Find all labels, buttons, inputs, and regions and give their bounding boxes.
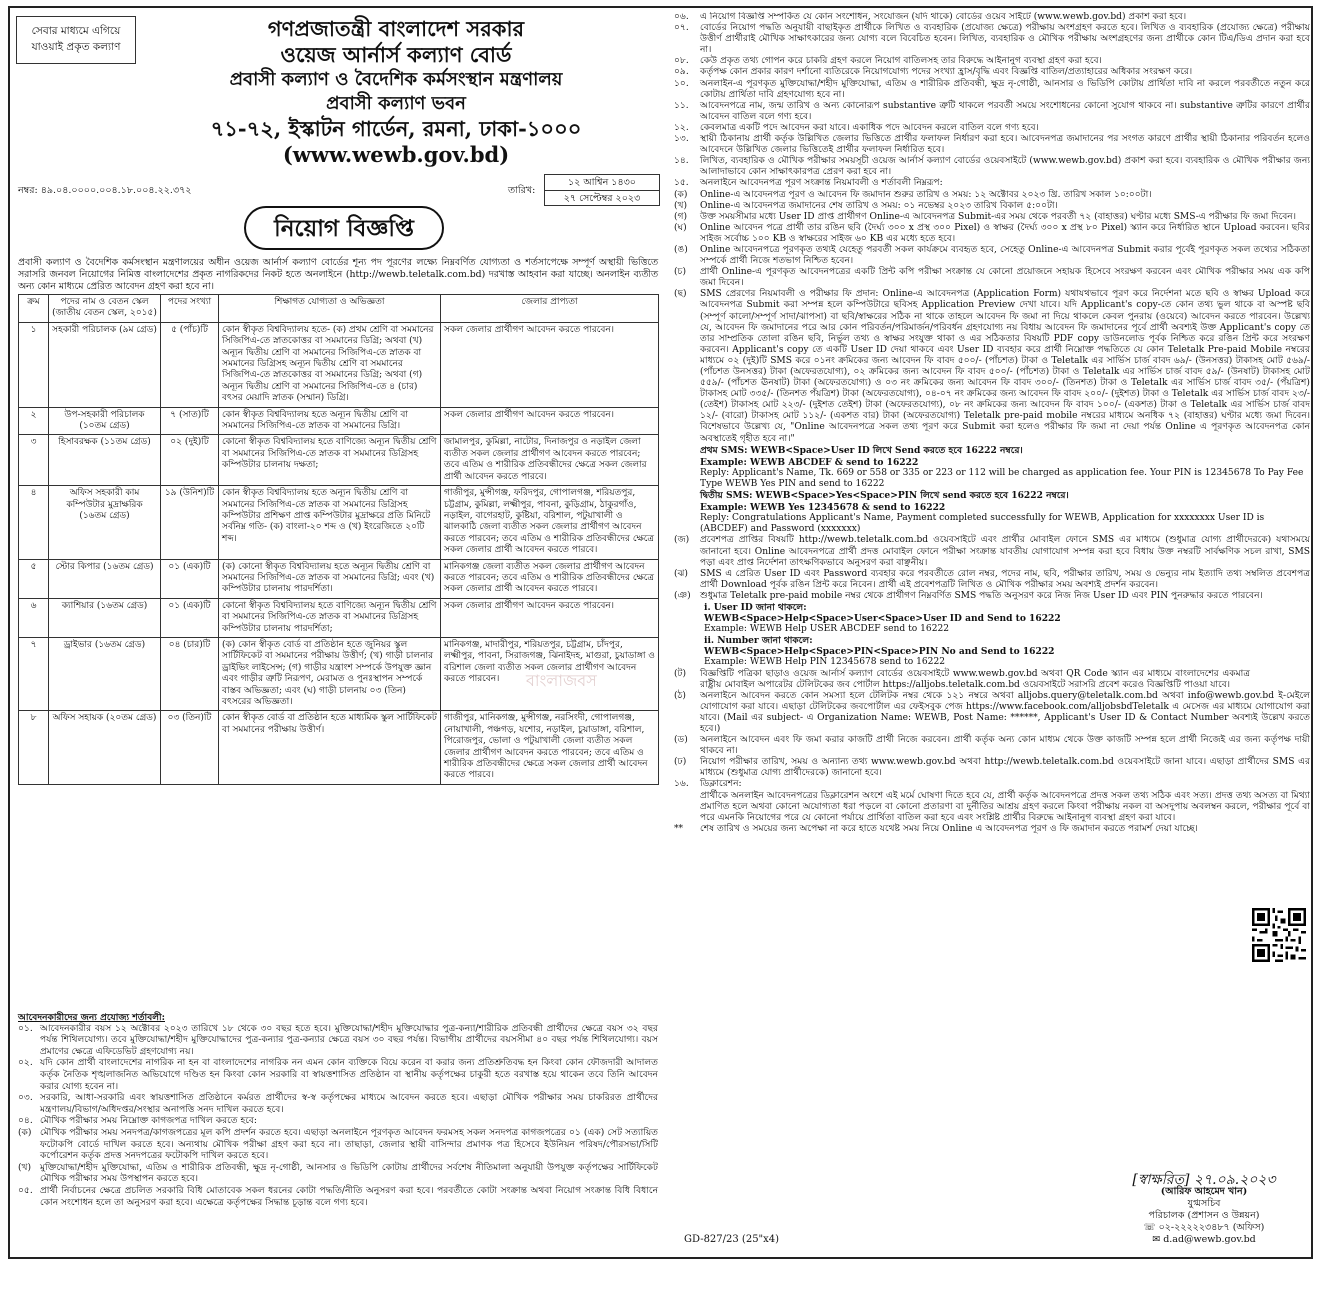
email-icon: ✉ [1152, 1234, 1164, 1245]
declaration-title: ডিক্লারেশন: [700, 779, 742, 790]
recover-userid-label: i. User ID জানা থাকলে: [704, 601, 807, 613]
date-bengali: ১২ আশ্বিন ১৪৩০ [568, 177, 636, 188]
tagline-line-2: যাওয়াই প্রকৃত কল্যাণ [31, 41, 121, 53]
recover-pin-label: ii. Number জানা থাকলে: [704, 635, 813, 647]
condition-number: ১১. [674, 100, 689, 111]
condition-item [18, 1163, 658, 1186]
date-label: তারিখ: [508, 185, 536, 196]
notice-page [8, 6, 1313, 1259]
condition-number: ০৬. [674, 12, 689, 22]
cell-post: উপ-সহকারী পরিচালক (১০তম গ্রেড) [49, 407, 161, 435]
cell-district: সকল জেলার প্রার্থীগণ আবেদন করতে পারবেন। [441, 598, 659, 637]
cell-district: জামালপুর, কুমিল্লা, নাটোর, দিনাজপুর ও নড়াইল জেলা ব্যতীত সকল জেলার প্রার্থীগণ আবেদন করতে পারবেন; তবে এতিম ও শারীরিক প্রতিবন্ধীদের ক্ষেত্রে সকল জেলার প্রার্থী আবেদন করতে পারবে। [441, 435, 659, 486]
sub-item-label: (ঘ) [674, 222, 687, 233]
sub-item [674, 691, 1310, 735]
declaration-item [674, 779, 1310, 823]
gov-name: গণপ্রজাতন্ত্রী বাংলাদেশ সরকার [267, 16, 525, 41]
bhaban-name: প্রবাসী কল্যাণ ভবন [326, 93, 466, 114]
date-gregorian: ২৭ সেপ্টেম্বর ২০২৩ [545, 190, 659, 206]
condition-text: আবেদনকারীর বয়স ১২ অক্টোবর ২০২৩ তারিখে ১৮ থেকে ৩০ বছর হতে হবে। মুক্তিযোদ্ধা/শহীদ মুক্তিযোদ্ধার পুত্র-কন্যা/শারীরিক প্রতিবন্ধী প্রার্থীদের ক্ষেত্রে বয়স ৩২ বছর পর্যন্ত শিথিলযোগ্য। তবে মুক্তিযোদ্ধা/শহীদ মুক্তিযোদ্ধাদের পুত্র-কন্যার পুত্র-কন্যার ক্ষেত্রে বয়স ৩০ বছর পর্যন্ত। বিভাগীয় প্রার্থীদের বয়সসীমা ৪০ বছর পর্যন্ত শিথিলযোগ্য। বয়স প্রমাণের ক্ষেত্রে এফিডেভিট গ্রহণযোগ্য নয়। [40, 1023, 658, 1057]
first-sms-command: WEWB<Space>User ID লিখে Send করতে হবে 16222 নম্বরে। [750, 444, 1023, 456]
condition-item [18, 1024, 658, 1059]
cell-post: সহকারী পরিচালক (৯ম গ্রেড) [49, 322, 161, 407]
second-sms-command: WEWB<Space>Yes<Space>PIN লিখে send করতে হবে 16222 নম্বরে। [755, 490, 1069, 502]
cell-serial: ১ [19, 322, 49, 407]
condition-text: বোর্ডের নিয়োগ পদ্ধতি অনুযায়ী বাছাইকৃত প্রার্থীকে লিখিত ও ব্যবহারিক (প্রযোজ্য ক্ষেত্রে) পরীক্ষায় অংশগ্রহণ করতে হবে। লিখিত ও ব্যবহারিক (প্রযোজ্য ক্ষেত্রে) পরীক্ষায় উত্তীর্ণ প্রার্থীরাই মৌখিক সাক্ষাৎকারের জন্য যোগ্য বলে বিবেচিত হবেন। লিখিত, ব্যবহারিক ও মৌখিক পরীক্ষায় অংশগ্রহণের জন্য প্রার্থীকে কোন টিএ/ডিএ প্রদান করা হবে না। [700, 23, 1310, 56]
note-item [674, 824, 1310, 835]
condition-text: প্রার্থী নির্বাচনের ক্ষেত্রে প্রচলিত সরকারি বিধি মোতাবেক সকল ধরনের কোটা পদ্ধতি/নীতি অনুসরণ করা হবে। পরবর্তীতে কোটা সংক্রান্ত অথবা নিয়োগ সংক্রান্ত বিধি বিধানে কোন সংশোধন হলে তা অনুসরণ করা হবে। এক্ষেত্রে কর্তৃপক্ষের সিদ্ধান্ত চূড়ান্ত বলে গণ্য হবে। [40, 1185, 658, 1208]
condition-item [18, 1093, 658, 1116]
cell-post: অফিস সহকারী কাম কম্পিউটার মুদ্রাক্ষরিক (১৬তম গ্রেড) [49, 486, 161, 559]
condition-number: ০২. [18, 1058, 33, 1069]
sms-instructions [674, 445, 1310, 536]
sub-item-label: (ঢ) [674, 757, 687, 768]
sub-item-label: (ট) [674, 668, 687, 679]
cell-qualification: কোনো স্বীকৃত বিশ্ববিদ্যালয় হতে বাণিজ্যে অন্যূন দ্বিতীয় শ্রেণি বা সমমানের সিজিপিএ-তে স্নাতক বা সমমানের ডিগ্রিসহ কম্পিউটার চালনায় দক্ষতা; [219, 435, 441, 486]
table-row [19, 711, 659, 784]
table-row [19, 322, 659, 407]
condition-number: ০৩. [18, 1093, 33, 1104]
sub-item [674, 289, 1310, 444]
second-sms-label: দ্বিতীয় SMS: [700, 490, 753, 502]
condition-item [18, 1128, 658, 1163]
cell-serial: ২ [19, 407, 49, 435]
sub-item [674, 245, 1310, 267]
condition-item [674, 23, 1310, 56]
recover-userid-command: WEWB<Space>Help<Space>User<Space>User ID and Send to 16222 [704, 613, 1061, 625]
signatory-name: (আরিফ আহমেদ খান) [1160, 1186, 1248, 1197]
cell-district: সকল জেলার প্রার্থীগণ আবেদন করতে পারবেন। [441, 407, 659, 435]
office-address: ৭১-৭২, ইস্কাটন গার্ডেন, রমনা, ঢাকা-১০০০ [210, 116, 582, 141]
cell-qualification: কোন স্বীকৃত বোর্ড বা প্রতিষ্ঠান হতে মাধ্যমিক স্কুল সার্টিফিকেট বা সমমানের পরীক্ষায় উত্তীর্ণ। [219, 711, 441, 784]
recover-pin-command: WEWB<Space>Help<Space>PIN<Space>PIN No and Send to 16222 [704, 646, 1055, 658]
table-row [19, 435, 659, 486]
tagline-box [16, 16, 136, 64]
cell-post: ক্যাশিয়ার (১৬তম গ্রেড) [49, 598, 161, 637]
condition-item [674, 56, 1310, 67]
cell-post: ড্রাইভার (১৬তম গ্রেড) [49, 637, 161, 710]
note-text: শেষ তারিখ ও সময়ের জন্য অপেক্ষা না করে হাতে যথেষ্ট সময় নিয়ে Online এ আবেদনপত্র পূরণ ও ফি জমাদান করতে পরামর্শ দেয়া যাচ্ছে। [700, 823, 1198, 834]
condition-text: কেবলমাত্র একটি পদে আবেদন করা যাবে। একাধিক পদে আবেদন করলে বাতিল বলে গণ্য হবে। [700, 122, 1039, 133]
condition-text: লিখিত, ব্যবহারিক ও মৌখিক পরীক্ষার সময়সূচী ওয়েজ আর্নার্স কল্যাণ বোর্ডের ওয়েবসাইটে (www.wewb.gov.bd) প্রকাশ করা হবে। ব্যবহারিক ও মৌখিক পরীক্ষার জন্য আলাদাভাবে কোন সাক্ষাৎকারপত্র প্রেরণ করা হবে না। [700, 156, 1310, 178]
sub-item-label: (চ) [674, 267, 687, 278]
condition-item [674, 156, 1310, 178]
sub-item-label: (ঝ) [674, 568, 688, 579]
board-name: ওয়েজ আর্নার্স কল্যাণ বোর্ড [280, 42, 512, 67]
col-post: পদের নাম ও বেতন স্কেল (জাতীয় বেতন স্কেল, ২০১৫) [49, 295, 161, 323]
cell-post: হিসাবরক্ষক (১১তম গ্রেড) [49, 435, 161, 486]
sub-item-label: (ঞ) [674, 590, 691, 601]
sub-item [674, 757, 1310, 779]
left-column [16, 14, 666, 1252]
cell-district: গাজীপুর, মানিকগঞ্জ, মুন্সীগঞ্জ, নরসিংদী, গোপালগঞ্জ, নোয়াখালী, পঞ্চগড়, যশোর, নড়াইল, চুয়াডাঙ্গা, বরিশাল, পিরোজপুর, ভোলা ও পটুয়াখালী জেলা ব্যতীত সকল জেলার প্রার্থীগণ আবেদন করতে পারবেন; তবে এতিম ও শারীরিক প্রতিবন্ধীদের ক্ষেত্রে সকল জেলার প্রার্থী আবেদন করতে পারবে। [441, 711, 659, 784]
cell-post: অফিস সহায়ক (২০তম গ্রেড) [49, 711, 161, 784]
cell-serial: ৩ [19, 435, 49, 486]
cell-count: ০২ (দুই)টি [161, 435, 219, 486]
condition-number: ০১. [18, 1023, 33, 1034]
col-district: জেলার প্রাপ্যতা [441, 295, 659, 323]
table-header-row [19, 295, 659, 323]
cell-serial: ৬ [19, 598, 49, 637]
recover-pin-example: Example: WEWB Help PIN 12345678 send to 16222 [704, 657, 946, 668]
sub-item-label: (গ) [674, 211, 688, 222]
sub-item-label: (ঙ) [674, 244, 688, 255]
first-sms [700, 445, 1310, 457]
first-sms-example: Example: WEWB ABCDEF & send to 16222 [700, 456, 919, 468]
cell-serial: ৫ [19, 559, 49, 598]
condition-number: ১০. [674, 78, 689, 89]
condition-text: মৌখিক পরীক্ষার সময় নিম্নোক্ত কাগজপত্র দাখিল করতে হবে: [40, 1116, 257, 1127]
right-column [674, 12, 1310, 1254]
sub-item-text: অনলাইনে আবেদন করতে কোন সমস্যা হলে টেলিটক নম্বর থেকে ১২১ নম্বরে অথবা alljobs.query@teletalk.com.bd অথবা info@wewb.gov.bd ই-মেইলে যোগাযোগ করা যাবে। এছাড়া টেলিটকের জবপোর্টাল এর ফেইসবুক পেজ https://www.facebook.com/alljobsbdTeletalk এ মেসেজ এর মাধ্যমে যোগাযোগ করা যাবে। (Mail এর subject- এ Organization Name: WEWB, Post Name: ******, Applicant's User ID & Contact Number অবশ্যই উল্লেখ করতে হবে।) [700, 690, 1310, 734]
sub-item-text: Online-এ আবেদনপত্র পূরণ ও আবেদন ফি জমাদান শুরুর তারিখ ও সময়: ১২ অক্টোবর ২০২৩ খ্রি. তারিখ সকাল ১০:০০টা। [700, 189, 1152, 200]
memo-number: নম্বর: ৪৯.০৪.০০০০.০০৪.১৮.০০৪.২২.৩৭২ [18, 185, 192, 196]
condition-item [18, 1186, 658, 1209]
condition-number: ১৫. [674, 178, 689, 189]
condition-number: ১২. [674, 122, 689, 133]
qr-code-icon [1252, 908, 1306, 962]
sub-item-text: Online আবেদন পত্রে প্রার্থী তার রঙিন ছবি (দৈর্ঘ্য ৩০০ x প্রস্থ ৩০০ Pixel) ও স্বাক্ষর (দৈর্ঘ্য ৩০০ x প্রস্থ ৮০ Pixel) স্ক্যান করে নির্ধারিত স্থানে Upload করবেন। ছবির সাইজ সর্বোচ্চ ১০০ KB ও স্বাক্ষরের সাইজ ৬০ KB এর মধ্যে হতে হবে। [700, 222, 1310, 244]
cell-qualification: (ক) কোনো স্বীকৃত বিশ্ববিদ্যালয় হতে অন্যূন দ্বিতীয় শ্রেণি বা সমমানের সিজিপিএ-তে স্নাতক বা সমমানের ডিগ্রি; এবং (খ) কম্পিউটার চালনায় পারদর্শিতা। [219, 559, 441, 598]
condition-number: ০৯. [674, 67, 689, 78]
signatory-phone [1104, 1222, 1304, 1234]
phone-number: ০২-২২২২২৩৪৮৭ (অফিস) [1158, 1222, 1265, 1233]
email-address: d.ad@wewb.gov.bd [1163, 1234, 1256, 1245]
condition-item [674, 12, 1310, 23]
sub-item [674, 201, 1310, 212]
sub-item [674, 669, 1310, 691]
sub-item-text: শুধুমাত্র Teletalk pre-paid mobile নম্বর থেকে প্রার্থীগণ নিম্নবর্ণিত SMS পদ্ধতি অনুসরণ করে নিজ নিজ User ID এবং PIN পুনরুদ্ধার করতে পারবেন। [700, 590, 1263, 601]
recovery-instructions [674, 602, 1310, 669]
cell-qualification: (ক) কোন স্বীকৃত বোর্ড বা প্রতিষ্ঠান হতে জুনিয়র স্কুল সার্টিফিকেট বা সমমানের পরীক্ষায় উত্তীর্ণ; (খ) গাড়ী চালনার ড্রাইভিং লাইসেন্স; (গ) গাড়ীর যন্ত্রাংশ সম্পর্কে উপযুক্ত জ্ঞান এবং গাড়ীর ত্রুটি নিরূপণ, মেরামত ও পুনঃস্থাপন সম্পর্কে বাস্তব অভিজ্ঞতা; এবং (ঘ) গাড়ী চালনায় ০৩ (তিন) বৎসরের অভিজ্ঞতা। [219, 637, 441, 710]
sub-item-label: (ঠ) [674, 690, 686, 701]
condition-text: মুক্তিযোদ্ধা/শহীদ মুক্তিযোদ্ধা, এতিম ও শারীরিক প্রতিবন্ধী, ক্ষুদ্র নৃ-গোষ্ঠী, আনসার ও ভিডিপি কোটায় প্রার্থীদের সর্বশেষ নীতিমালা অনুযায়ী উপযুক্ত কর্তৃপক্ষের সার্টিফিকেট মৌখিক পরীক্ষার সময় উপস্থাপন করতে হবে। [40, 1162, 658, 1185]
conditions-title: আবেদনকারীদের জন্য প্রযোজ্য শর্তাবলী: [18, 1012, 165, 1023]
cell-count: ৭ (সাত)টি [161, 407, 219, 435]
condition-number: ০৭. [674, 23, 689, 34]
table-row [19, 486, 659, 559]
first-sms-reply: Reply: Applicant's Name, Tk. 669 or 558 or 335 or 223 or 112 will be charged as application fee. Your PIN is 12345678 To Pay Fee Type WEWB Yes PIN and send to 16222 [700, 467, 1304, 489]
gd-number: GD-827/23 (25"x4) [684, 1234, 780, 1245]
sub-item-text: প্রবেশপত্র প্রাপ্তির বিষয়টি http://wewb.teletalk.com.bd ওয়েবসাইটে এবং প্রার্থীর মোবাইল ফোনে SMS এর মাধ্যমে (শুধুমাত্র যোগ্য প্রার্থীদেরকে) যথাসময়ে জানানো হবে। Online আবেদনপত্রে প্রার্থী প্রদত্ত মোবাইল ফোনে পরীক্ষা সংক্রান্ত যাবতীয় যোগাযোগ সম্পন্ন করা হবে বিধায় উক্ত নম্বরটি সার্বক্ষণিক সচল রাখা, SMS পড়া এবং প্রাপ্ত নির্দেশনা তাৎক্ষণিকভাবে অনুসরণ করা বাঞ্ছনীয়। [700, 535, 1310, 568]
condition-text: কর্তৃপক্ষ কোন প্রকার কারণ দর্শানো ব্যতিরেকে নিয়োগযোগ্য পদের সংখ্যা হ্রাস/বৃদ্ধি এবং বিজ্ঞপ্তি বাতিল/প্রত্যাহারের অধিকার সংরক্ষণ করে। [700, 67, 1193, 78]
sub-item-text: Online আবেদনপত্রে পূরণকৃত তথ্যই যেহেতু পরবর্তী সকল কার্যক্রমে ব্যবহৃত হবে, সেহেতু Online-এ আবেদনপত্র Submit করার পূর্বেই পূরণকৃত সকল তথ্যের সঠিকতা সম্পর্কে প্রার্থী নিজে শতভাগ নিশ্চিত হবেন। [700, 244, 1310, 267]
sub-item-text: Online-এ আবেদনপত্র জমাদানের শেষ তারিখ ও সময়: ০১ নভেম্বর ২০২৩ তারিখ বিকাল ৫:০০টা। [700, 200, 1058, 211]
condition-text: স্থায়ী ঠিকানায় প্রার্থী কর্তৃক উল্লিখিত জেলার ভিত্তিতে প্রার্থীর ফলাফল নির্ধারণ করা হবে। আবেদনপত্র জমাদানের পর সংগত কারণে প্রার্থীর স্থায়ী ঠিকানার পরিবর্তন হলেও আবেদনে উল্লিখিত জেলার ভিত্তিতেই প্রার্থীর ফলাফল নির্ধারিত হবে। [700, 134, 1310, 156]
sub-item [674, 591, 1310, 602]
cell-serial: ৭ [19, 637, 49, 710]
condition-item [674, 101, 1310, 123]
sub-item-label: (জ) [674, 535, 690, 546]
condition-text: অনলাইনে আবেদনপত্র পূরণ সংক্রান্ত নিয়মাবলী ও শর্তাবলী নিম্নরূপ: [700, 178, 943, 189]
col-serial: ক্রম [19, 295, 49, 323]
cell-qualification: কোন স্বীকৃত বিশ্ববিদ্যালয় হতে- (ক) প্রথম শ্রেণি বা সমমানের সিজিপিএ-তে স্নাতকোত্তর বা সমমানের ডিগ্রি; অথবা (খ) অন্যূন দ্বিতীয় শ্রেণি বা সমমানের সিজিপিএ-তে স্নাতক বা সমমানের ডিগ্রিসহ অন্যূন দ্বিতীয় শ্রেণি বা সমমানের সিজিপিএ-তে স্নাতকোত্তর বা সমমানের ডিগ্রি; অথবা (গ) অন্যূন দ্বিতীয় শ্রেণি বা সমমানের সিজিপিএ-তে ৪ (চার) বৎসর মেয়াদি স্নাতক (সম্মান) ডিগ্রি। [219, 322, 441, 407]
second-sms-reply: Reply: Congratulations Applicant's Name, Payment completed successfully for WEWB, Application for xxxxxxxx User ID is (ABCDEF) and Password (xxxxxxx) [700, 513, 1265, 535]
condition-number: ০৫. [18, 1185, 33, 1196]
signatory-role: পরিচালক (প্রশাসন ও উন্নয়ন) [1148, 1210, 1260, 1221]
condition-item [674, 134, 1310, 156]
table-row [19, 407, 659, 435]
second-sms-example: Example: WEWB Yes 12345678 & send to 16222 [700, 502, 946, 514]
conditions-section [18, 1012, 658, 1209]
sub-item [674, 223, 1310, 245]
cell-serial: ৮ [19, 711, 49, 784]
note-marker: ** [674, 823, 684, 834]
sub-item [674, 190, 1310, 201]
condition-item [674, 79, 1310, 101]
sub-item-text: SMS এ প্রেরিত User ID এবং Password ব্যবহার করে পরবর্তীতে রোল নম্বর, পদের নাম, ছবি, পরীক্ষার তারিখ, সময় ও ভেন্যুর নাম ইত্যাদি তথ্য সম্বলিত প্রবেশপত্র প্রার্থী Download পূর্বক রঙিন প্রিন্ট করে নিবেন। প্রার্থী এই প্রবেশপত্রটি লিখিত ও মৌখিক পরীক্ষার সময় অবশ্যই প্রদর্শন করবেন। [700, 568, 1310, 590]
cell-serial: ৪ [19, 486, 49, 559]
cell-district: গাজীপুর, মুন্সীগঞ্জ, ফরিদপুর, গোপালগঞ্জ, শরিয়তপুর, চট্টগ্রাম, কুমিল্লা, লক্ষ্মীপুর, পাবনা, কুড়িগ্রাম, ঠাকুরগাঁও, নড়াইল, বাগেরহাট, কুষ্টিয়া, বরিশাল, পটুয়াখালী ও ঝালকাঠি জেলা ব্যতীত সকল জেলার প্রার্থীগণ আবেদন করতে পারবেন; তবে এতিম ও শারীরিক প্রতিবন্ধীদের ক্ষেত্রে সকল জেলার প্রার্থী আবেদন করতে পারবে। [441, 486, 659, 559]
recover-userid-example: Example: WEWB Help USER ABCDEF send to 16222 [704, 624, 950, 635]
intro-paragraph: প্রবাসী কল্যাণ ও বৈদেশিক কর্মসংস্থান মন্ত্রণালয়ের অধীন ওয়েজ আর্নার্স কল্যাণ বোর্ডের শূন্য পদ পূরণের লক্ষ্যে নিম্নবর্ণিত যোগ্যতা ও শর্তসাপেক্ষে সম্পূর্ণ অস্থায়ী ভিত্তিতে সরাসরি জনবল নিয়োগের নিমিত্ত বাংলাদেশের প্রকৃত নাগরিকদের নিকট হতে অনলাইনে (http://wewb.teletalk.com.bd) দরখাস্ত আহবান করা যাচ্ছে। অনলাইন ব্যতীত অন্য কোন মাধ্যমে প্রেরিত আবেদন গ্রহণ করা হবে না। [18, 257, 658, 292]
sub-item-label: (ড) [674, 735, 688, 746]
condition-number: ১৪. [674, 156, 689, 167]
declaration-number: ১৬. [674, 779, 689, 790]
condition-text: আবেদনপত্রে নাম, জন্ম তারিখ ও অন্য কোনোরূপ substantive ত্রুটি থাকলে পরবর্তী সময়ে সংশোধনের কোনো সুযোগ থাকবে না। substantive ত্রুটির কারণে প্রার্থীর আবেদন বাতিল বলে গণ্য হবে। [700, 100, 1310, 122]
cell-district: মানিকগঞ্জ, মাদারীপুর, শরিয়তপুর, চট্টগ্রাম, চাঁদপুর, লক্ষ্মীপুর, পাবনা, সিরাজগঞ্জ, ঝিনাইদহ, মাগুরা, চুয়াডাঙ্গা ও বরিশাল জেলা ব্যতীত সকল জেলার প্রার্থীগণ আবেদন করতে পারবেন। [441, 637, 659, 710]
cell-count: ০১ (এক)টি [161, 559, 219, 598]
sub-item-text: নিয়োগ পরীক্ষার তারিখ, সময় ও অন্যান্য তথ্য www.wewb.gov.bd অথবা http://wewb.teletalk.com.bd ওয়েবসাইটে জানা যাবে। এছাড়া প্রার্থীদের SMS এর মাধ্যমে (শুধুমাত্র যোগ্য প্রার্থীদেরকে) জানানো হবে। [700, 757, 1310, 779]
cell-count: ০৪ (চার)টি [161, 637, 219, 710]
sub-item-text: SMS প্রেরণের নিয়মাবলী ও পরীক্ষার ফি প্রদান: Online-এ আবেদনপত্র (Application Form) যথাযথভাবে পূরণ করে নির্দেশনা মতে ছবি ও স্বাক্ষর Upload করে আবেদনপত্র Submit করা সম্পন্ন হলে কম্পিউটারে ছবিসহ Application Preview দেখা যাবে। যদি Applicant's copy-তে কোন তথ্য ভুল থাকে বা অস্পষ্ট ছবি (সম্পূর্ণ কালো/সম্পূর্ণ সাদা/ঝাপসা) বা ছবি/স্বাক্ষরের সঠিক না থাকে তাহলে আবেদন ফি জমা না দিয়ে থাকলে কেবল পুনরায় (ওয়েবে) আবেদন করতে পারবেন। উল্লেখ্য যে, আবেদন ফি জমাদানের পরে আর কোন পরিবর্তন/পরিমার্জন/পরিবর্ধন গ্রহণযোগ্য নয় বিধায় আবেদন ফি জমাদানের পূর্বে প্রার্থী অবশ্যই উক্ত Applicant's copy তে তার সাম্প্রতিক তোলা রঙিন ছবি, নির্ভুল তথ্য ও স্বাক্ষর সংযুক্ত থাকা ও এর সঠিকতার বিষয়টি PDF copy ডাউনলোড পূর্বক নিশ্চিত করে রঙিন প্রিন্ট করে সংরক্ষণ করবেন। Applicant's copy তে একটি User ID দেয়া থাকবে এবং User ID ব্যবহার করে প্রার্থী নিম্নোক্ত পদ্ধতিতে যে কোন Teletalk Pre-paid Mobile নম্বরের মাধ্যমে ০২ (দুই)টি SMS করে ০১নং ক্রমিকের জন্য আবেদন ফি বাবদ ৫০০/- (পাঁচশত) টাকা ও Teletalk এর সার্ভিস চার্জ বাবদ ৬৯/- (উনসত্তর) টাকাসহ মোট ৫৬৯/- (পাঁচশত উনসত্তর) টাকা (অফেরতযোগ্য), ০২ ক্রমিকের জন্য আবেদন ফি বাবদ ৫০০/- (পাঁচশত) টাকা ও Teletalk এর সার্ভিস চার্জ বাবদ ৫৯/- (উনষাট) টাকাসহ মোট ৫৫৯/- (পাঁচশত ঊনষাট) টাকা (অফেরতযোগ্য) ও ০৩ নং ক্রমিকের জন্য আবেদন ফি বাবদ ৩০০/- (তিনশত) টাকা ও Teletalk এর সার্ভিস চার্জ বাবদ ৩৫/- (পঁয়ত্রিশ) টাকাসহ মোট ৩৩৫/- (তিনশত পঁয়ত্রিশ) টাকা (অফেরতযোগ্য), ০৪-০৭ নং ক্রমিকের জন্য আবেদন ফি বাবদ ২০০/- (দুইশত) টাকা ও Teletalk এর সার্ভিস চার্জ বাবদ ২৩/- (তেইশ) টাকাসহ মোট ২২৩/- (দুইশত তেইশ) টাকা (অফেরতযোগ্য), ০৮ নং ক্রমিকের জন্য আবেদন ফি বাবদ ১০০/- (একশত) টাকা ও Teletalk এর সার্ভিস চার্জ বাবদ ১২/- (বারো) টাকাসহ মোট ১১২/- (একশত বার) টাকা (অফেরতযোগ্য) Teletalk pre-paid mobile নম্বরের মাধ্যমে অনধিক ৭২ (বাহাত্তর) ঘণ্টার মধ্যে জমা দিবেন। বিশেষভাবে উল্লেখ্য যে, "Online আবেদনপত্রে সকল তথ্য পূরণ করে Submit করা হলেও পরীক্ষার ফি জমা না দেয়া পর্যন্ত Online এ পূরণকৃত আবেদনপত্র কোন অবস্থাতেই গৃহীত হবে না।" [700, 289, 1310, 444]
condition-item [18, 1116, 658, 1128]
declaration-text: প্রার্থীকে অনলাইন আবেদনপত্রের ডিক্লারেশন অংশে এই মর্মে ঘোষণা দিতে হবে যে, প্রার্থী কর্তৃক আবেদনপত্রে প্রদত্ত সকল তথ্য সঠিক এবং সত্য। প্রদত্ত তথ্য অসত্য বা মিথ্যা প্রমাণিত হলে অথবা কোনো অযোগ্যতা ধরা পড়লে বা কোনো প্রতারণা বা দুর্নীতির আশ্রয় গ্রহণ করলে কিংবা পরীক্ষায় নকল বা অসদুপায় অবলম্বন করলে, পরীক্ষার পূর্বে বা পরে এমনকি নিয়োগের পরে যে কোনো পর্যায়ে প্রার্থিতা বাতিল করা হবে এবং সংশ্লিষ্ট প্রার্থীর বিরুদ্ধে আইনানুগ ব্যবস্থা গ্রহণ করা যাবে। [700, 790, 1310, 823]
cell-qualification: কোন স্বীকৃত বিশ্ববিদ্যালয় হতে অন্যূন দ্বিতীয় শ্রেণি বা সমমানের সিজিপিএ-তে স্নাতক বা সমমানের ডিগ্রিসহ কম্পিউটার প্রশিক্ষণ প্রাপ্ত কম্পিউটার মুদ্রাক্ষরে প্রতি মিনিটে সর্বনিম্ন গতি- (ক) বাংলা-২০ শব্দ ও (খ) ইংরেজিতে ২০টি শব্দ। [219, 486, 441, 559]
condition-number: (ক) [18, 1127, 32, 1138]
cell-qualification: কোন স্বীকৃত বিশ্ববিদ্যালয় হতে অন্যূন দ্বিতীয় শ্রেণি বা সমমানের সিজিপিএ-তে স্নাতক বা সমমানের ডিগ্রি। [219, 407, 441, 435]
letterhead [146, 16, 646, 168]
condition-text: এ নিয়োগ বিজ্ঞপ্তি সম্পর্কিত যে কোন সংশোধন, সংযোজন (যদি থাকে) বোর্ডের ওয়েব সাইটে (www.wewb.gov.bd) প্রকাশ করা হবে। [700, 12, 1187, 22]
date-box [544, 174, 660, 206]
sub-item-label: (খ) [674, 200, 688, 211]
condition-text: যদি কোন প্রার্থী বাংলাদেশের নাগরিক না হন বা বাংলাদেশের নাগরিক নন এমন কোন ব্যক্তিকে বিয়ে করেন বা করার জন্য প্রতিশ্রুতিবদ্ধ হন কিংবা কোন ফৌজদারী আদালত কর্তৃক নৈতিক শৃঙ্খলাজনিত অভিযোগে দণ্ডিত হন কিংবা কোন সরকারি বা স্বায়ত্তশাসিত প্রতিষ্ঠান বা স্থানীয় কর্তৃপক্ষের চাকুরী হতে বরখাস্ত হয়ে থাকেন তবে তিনি আবেদন করার যোগ্য হবেন না। [40, 1058, 658, 1092]
cell-count: ০১ (এক)টি [161, 598, 219, 637]
condition-number: (খ) [18, 1162, 32, 1173]
phone-icon: ☏ [1143, 1222, 1159, 1233]
condition-item [674, 67, 1310, 78]
right-conditions [674, 12, 1310, 835]
condition-text: সরকারি, আধা-সরকারি এবং স্বায়ত্তশাসিত প্রতিষ্ঠানে কর্মরত প্রার্থীদের স্ব-স্ব কর্তৃপক্ষের মাধ্যমে আবেদন করতে হবে। এছাড়া মৌখিক পরীক্ষার সময় চাকরিরত প্রার্থীদের মন্ত্রণালয়/বিভাগ/অধিদপ্তর/সংস্থার অনাপত্তি সনদ দাখিল করতে হবে। [40, 1093, 658, 1115]
notice-title: নিয়োগ বিজ্ঞপ্তি [244, 206, 444, 250]
declaration-body [700, 779, 1310, 823]
ministry-name: প্রবাসী কল্যাণ ও বৈদেশিক কর্মসংস্থান মন্ত্রণালয় [229, 69, 563, 90]
sub-item-text: উক্ত সময়সীমার মধ্যে User ID প্রাপ্ত প্রার্থীগণ Online-এ আবেদনপত্র Submit-এর সময় থেকে পরবর্তী ৭২ (বাহাত্তর) ঘণ্টার মধ্যে SMS-এ পরীক্ষার ফি জমা দিবেন। [700, 211, 1296, 222]
second-sms [700, 490, 1310, 502]
sub-item-label: (ছ) [674, 289, 687, 300]
sub-item [674, 735, 1310, 757]
vacancy-table [18, 294, 659, 785]
signature-mark: [স্বাক্ষরিত] ২৭.০৯.২০২৩ [1132, 1172, 1276, 1188]
first-sms-label: প্রথম SMS: [700, 444, 748, 456]
tagline-line-1: সেবার মাধ্যমে এগিয়ে [31, 25, 121, 37]
sub-item-text: বিজ্ঞপ্তিটি পত্রিকা ছাড়াও ওয়েজ আর্নার্স কল্যাণ বোর্ডের ওয়েবসাইটে www.wewb.gov.bd অথবা QR Code স্ক্যান এর মাধ্যমে বাংলাদেশের একমাত্র রাষ্ট্রীয় মোবাইল অপারেটর টেলিটকের জব পোর্টাল https://alljobs.teletalk.com.bd ওয়েবসাইটে সরাসরি প্রবেশ করেও বিজ্ঞপ্তিটি পাওয়া যাবে। [700, 668, 1250, 690]
condition-text: অনলাইন-এ পূরণকৃত মুক্তিযোদ্ধা/শহীদ মুক্তিযোদ্ধা, এতিম ও শারীরিক প্রতিবন্ধী, ক্ষুদ্র নৃ-গোষ্ঠী, আনসার ও ভিডিপি কোটায় প্রার্থিতা দাবি না করলে পরবর্তীতে নতুন করে কোটায় প্রার্থিতা দাবি গ্রহণযোগ্য হবে না। [700, 78, 1310, 100]
signatory-designation: যুগ্মসচিব [1187, 1198, 1221, 1209]
signatory-email [1104, 1234, 1304, 1246]
condition-number: ১৩. [674, 134, 689, 145]
cell-qualification: কোনো স্বীকৃত বিশ্ববিদ্যালয় হতে বাণিজ্যে অন্যূন দ্বিতীয় শ্রেণি বা সমমানের সিজিপিএ-তে স্নাতক বা সমমানের ডিগ্রিসহ কম্পিউটার চালনায় পারদর্শিতা; [219, 598, 441, 637]
signature-block [1104, 1174, 1304, 1246]
col-qualification: শিক্ষাগত যোগ্যতা ও অভিজ্ঞতা [219, 295, 441, 323]
condition-text: মৌখিক পরীক্ষার সময় সনদপত্র/কাগজপত্রের মূল কপি প্রদর্শন করতে হবে। এছাড়া অনলাইনে পূরণকৃত আবেদন ফরমসহ সকল সনদপত্র কাগজপত্রের ০১ (এক) সেট সত্যায়িত ফটোকপি বোর্ডে দাখিল করতে হবে। অন্যথায় মৌখিক পরীক্ষা গ্রহণ করা হবে না। তাছাড়া, জেলার স্থায়ী বাসিন্দার প্রমাণক পত্র হিসেবে ইউনিয়ন পরিষদ/পৌরসভা/সিটি কর্পোরেশন কর্তৃক প্রদত্ত সনদপত্রের ফটোকপি দাখিল করতে হবে। [40, 1127, 658, 1162]
sub-item-label: (ক) [674, 189, 688, 200]
cell-count: ৫ (পাঁচ)টি [161, 322, 219, 407]
sub-item-text: অনলাইনে আবেদন এবং ফি জমা করার কাজটি প্রার্থী নিজে করবেন। প্রার্থী কর্তৃক অন্য কোন মাধ্যম থেকে উক্ত কাজটি সম্পন্ন হলে প্রার্থী নিজেই এর জন্য কর্তৃপক্ষ দায়ী থাকবে না। [700, 735, 1310, 757]
table-row [19, 559, 659, 598]
cell-count: ০৩ (তিন)টি [161, 711, 219, 784]
sub-item-text: প্রার্থী Online-এ পূরণকৃত আবেদনপত্রের একটি প্রিন্ট কপি পরীক্ষা সংক্রান্ত যে কোনো প্রয়োজনে সহায়ক হিসেবে সংরক্ষণ করবেন এবং মৌখিক পরীক্ষার সময় এক কপি জমা দিবেন। [700, 267, 1310, 289]
condition-item [18, 1058, 658, 1093]
cell-district: সকল জেলার প্রার্থীগণ আবেদন করতে পারবেন। [441, 322, 659, 407]
sub-item [674, 569, 1310, 591]
condition-number: ০৮. [674, 56, 689, 67]
sub-item [674, 267, 1310, 289]
sub-item [674, 535, 1310, 568]
condition-number: ০৪. [18, 1116, 33, 1127]
cell-district: মানিকগঞ্জ জেলা ব্যতীত সকল জেলার প্রার্থীগণ আবেদন করতে পারবেন; তবে এতিম ও শারীরিক প্রতিবন্ধীদের ক্ষেত্রে সকল জেলার প্রার্থী আবেদন করতে পারবে। [441, 559, 659, 598]
condition-text: কেউ প্রকৃত তথ্য গোপন করে চাকরি গ্রহণ করলে নিয়োগ বাতিলসহ তার বিরুদ্ধে আইনানুগ ব্যবস্থা গ্রহণ করা হবে। [700, 56, 1102, 67]
table-row [19, 598, 659, 637]
website: (www.wewb.gov.bd) [282, 142, 510, 167]
condition-item [674, 178, 1310, 189]
col-count: পদের সংখ্যা [161, 295, 219, 323]
watermark: বাংলাজবস [526, 671, 597, 690]
sub-item [674, 212, 1310, 223]
cell-post: স্টোর কিপার (১৬তম গ্রেড) [49, 559, 161, 598]
cell-count: ১৯ (উনিশ)টি [161, 486, 219, 559]
condition-item [674, 123, 1310, 134]
